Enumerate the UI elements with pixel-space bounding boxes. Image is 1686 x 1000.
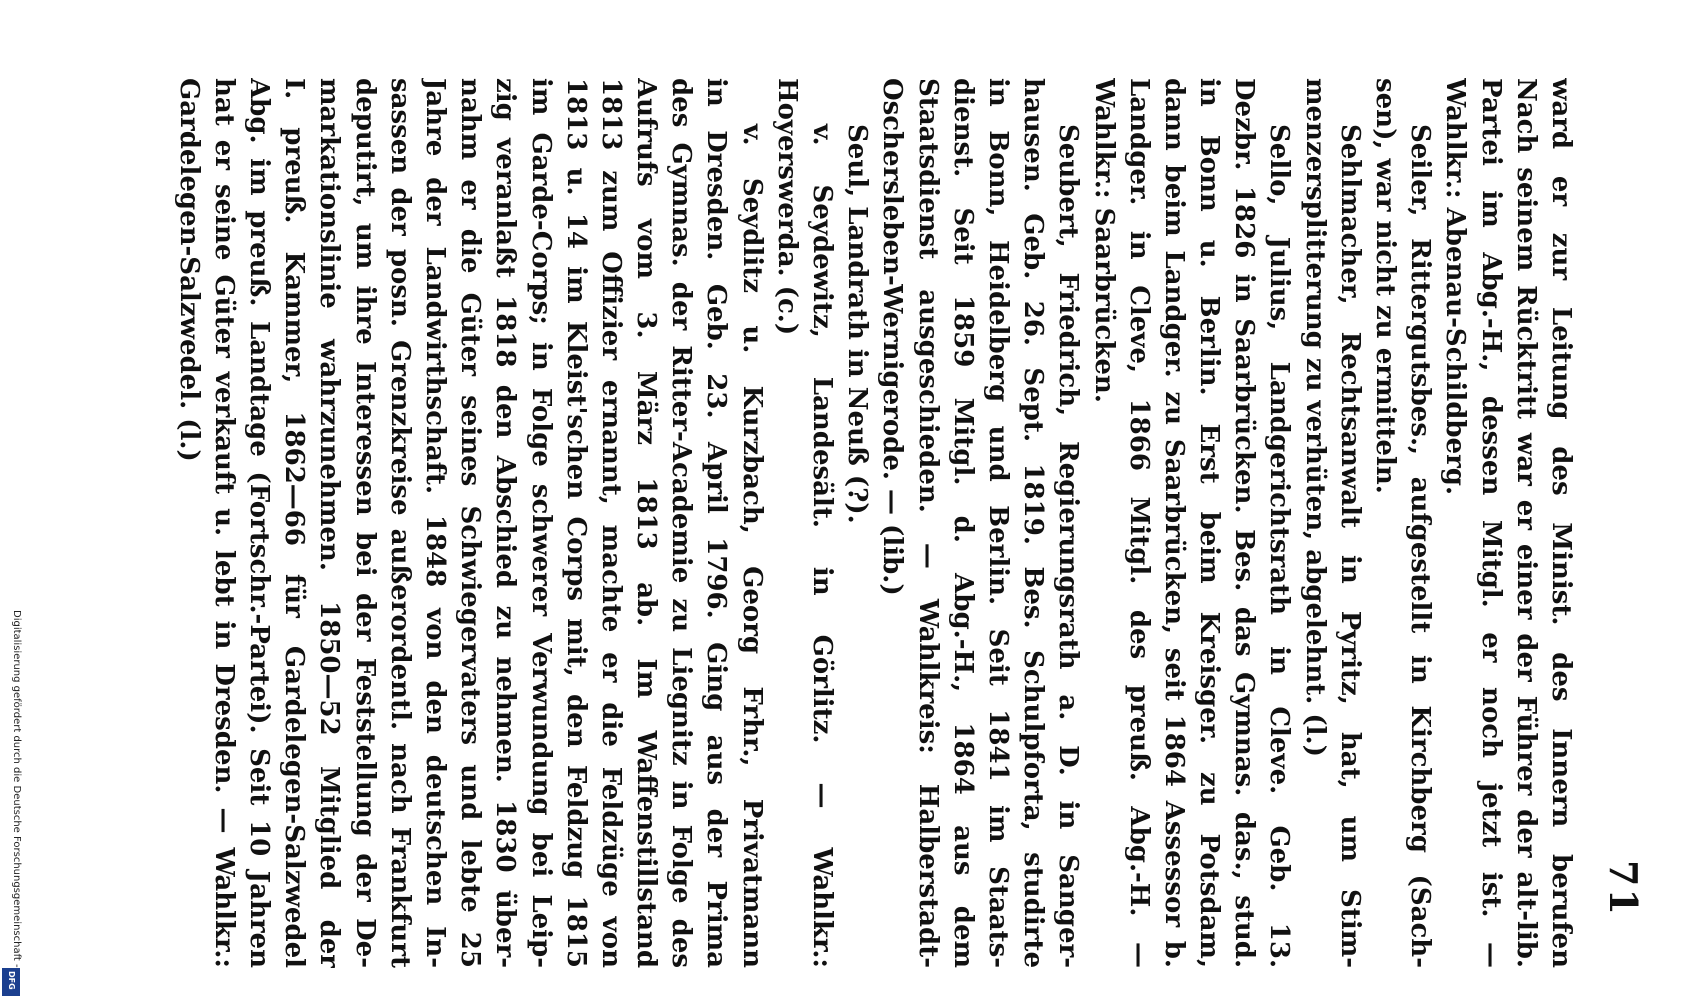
text-line: Sehlmacher, Rechtsanwalt in Pyritz, hat, um Stim-: [1334, 124, 1365, 968]
text-line: hat er seine Güter verkauft u. lebt in Dresden. — Wahlkr.:: [208, 78, 239, 968]
text-line: im Garde-Corps; in Folge schwerer Verwundung bei Leip-: [525, 78, 556, 968]
text-line: deputirt, um ihre Interessen bei der Feststellung der De-: [349, 78, 380, 968]
text-line: Oschersleben-Wernigerode. — (lib.): [877, 78, 908, 596]
credit-text: Digitalisierung gefördert durch die Deutsche Forschungsgemeinschaft -: [11, 610, 22, 968]
text-line: Sello, Julius, Landgerichtsrath in Cleve. Geb. 13.: [1264, 124, 1295, 968]
text-line: 1813 zum Offizier ernannt, machte er die Feldzüge von: [595, 78, 626, 968]
text-line: Nach seinem Rücktritt war er einer der Führer der alt-lib.: [1510, 78, 1541, 968]
text-line: Gardelegen-Salzwedel. (l.): [173, 78, 204, 462]
text-line: Dezbr. 1826 in Saarbrücken. Bes. das Gymnas. das., stud.: [1229, 78, 1260, 968]
text-line: Wahlkr.: Abenau-Schildberg.: [1440, 78, 1471, 496]
text-line: nahm er die Güter seines Schwiegervaters und lebte 25: [455, 78, 486, 968]
text-line: 1813 u. 14 im Kleist'schen Corps mit, den Feldzug 1815: [560, 78, 591, 968]
text-line: dienst. Seit 1859 Mitgl. d. Abg.-H., 1864 aus dem: [947, 78, 978, 968]
text-line: sen), war nicht zu ermitteln.: [1370, 78, 1401, 494]
text-line: in Bonn u. Berlin. Erst beim Kreisger. zu Potsdam,: [1194, 78, 1225, 968]
digitization-credit: [0, 0, 24, 1000]
text-line: v. Seydewitz, Landesält. in Görlitz. — Wahlkr.:: [807, 124, 838, 968]
text-line: in Dresden. Geb. 23. April 1796. Ging aus der Prima: [701, 78, 732, 968]
text-line: Aufrufs vom 3. März 1813 ab. Im Waffenstillstand: [631, 78, 662, 968]
text-line: Staatsdienst ausgeschieden. — Wahlkreis: Halberstadt-: [912, 78, 943, 968]
text-line: hausen. Geb. 26. Sept. 1819. Bes. Schulpforta, studirte: [1018, 78, 1049, 968]
text-line: I. preuß. Kammer, 1862—66 für Gardelegen-Salzwedel: [279, 78, 310, 968]
text-line: Seubert, Friedrich, Regierungsrath a. D. in Sanger-: [1053, 124, 1084, 968]
text-line: in Bonn, Heidelberg und Berlin. Seit 1841 im Staats-: [983, 78, 1013, 968]
dfg-logo: [2, 968, 20, 996]
text-line: v. Seydlitz u. Kurzbach, Georg Frhr., Privatmann: [736, 124, 767, 968]
text-line: Landger. in Cleve, 1866 Mitgl. des preuß. Abg.-H. —: [1123, 78, 1154, 968]
text-line: Jahre der Landwirthschaft. 1848 von den deutschen In-: [420, 78, 450, 968]
text-line: ward er zur Leitung des Minist. des Innern berufen: [1546, 78, 1576, 968]
text-line: Wahlkr.: Saarbrücken.: [1088, 78, 1119, 403]
text-line: Seiler, Rittergutsbes., aufgestellt in Kirchberg (Sach-: [1405, 124, 1436, 968]
text-line: Abg. im preuß. Landtage (Fortschr.-Partei). Seit 10 Jahren: [244, 78, 275, 968]
text-line: Partei im Abg.-H., dessen Mitgl. er noch jetzt ist. —: [1475, 78, 1506, 968]
text-line: des Gymnas. der Ritter-Academie zu Liegnitz in Folge des: [666, 78, 697, 968]
body-text: [171, 78, 1579, 968]
text-line: Seul, Landrath in Neuß (?).: [842, 124, 873, 524]
text-line: zig veranlaßt 1818 den Abschied zu nehmen. 1830 über-: [490, 78, 521, 968]
text-line: dann beim Landger. zu Saarbrücken, seit 1864 Assessor b.: [1158, 78, 1189, 968]
dfg-logo-text: DFG: [7, 971, 16, 990]
text-line: sassen der posn. Grenzkreise außerordentl. nach Frankfurt: [384, 78, 415, 968]
page-number: 71: [1601, 860, 1646, 917]
text-line: Hoyerswerda. (c.): [771, 78, 802, 336]
text-line: markationslinie wahrzunehmen. 1850—52 Mitglied der: [314, 78, 345, 968]
text-line: menzersplitterung zu verhüten, abgelehnt. (l.): [1299, 78, 1330, 757]
